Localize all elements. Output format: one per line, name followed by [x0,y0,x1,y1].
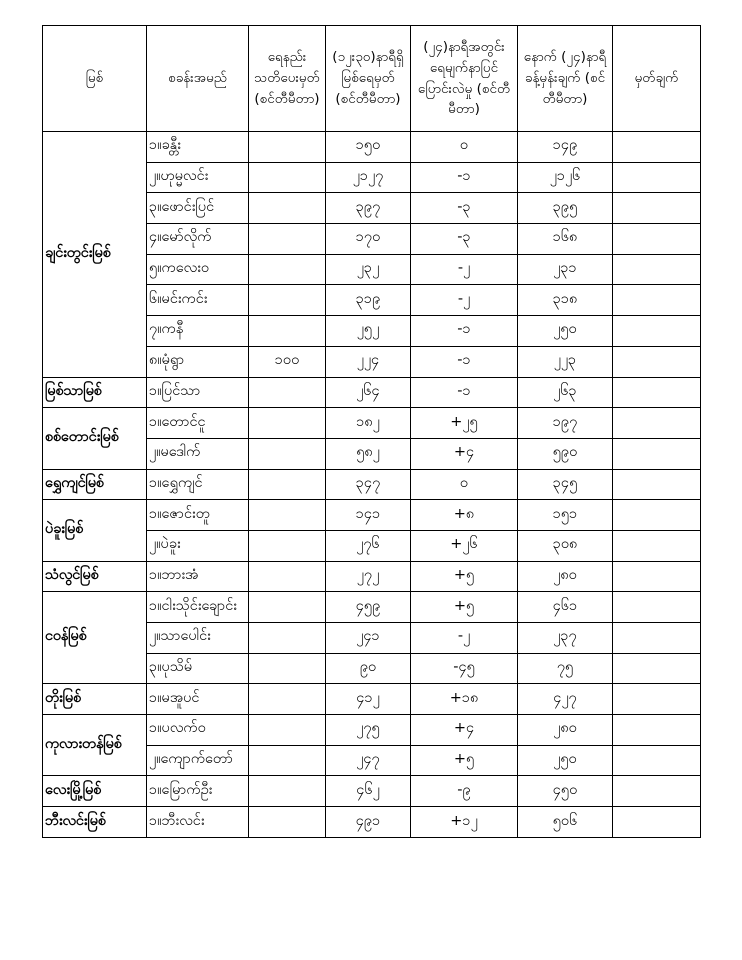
table-row [43,469,701,500]
remark-cell [613,500,701,531]
forecast-24h-cell: ၄၆၁ [518,592,613,623]
warning-level-cell [249,469,326,500]
station-name-cell: ၄။မော်လိုက် [147,224,249,255]
station-name-cell: ၃။ပုသိမ် [147,653,249,684]
water-level-cell: ၁၇၀ [326,224,411,255]
forecast-24h-cell: ၂၃၁ [518,254,613,285]
river-name-cell: ကုလားတန်မြစ် [43,715,147,776]
change-24h-cell: +၅ [411,745,518,776]
table-row [43,715,701,746]
river-name-cell: ဘီးလင်းမြစ် [43,807,147,838]
forecast-24h-cell: ၁၅၁ [518,500,613,531]
river-name-cell: ပဲခူးမြစ် [43,500,147,561]
warning-level-cell [249,132,326,163]
table-row [43,500,701,531]
remark-cell [613,715,701,746]
change-24h-cell: -၉ [411,776,518,807]
forecast-24h-cell: ၃၁၈ [518,285,613,316]
water-level-cell: ၃၉၇ [326,193,411,224]
warning-level-cell [249,776,326,807]
forecast-24h-cell: ၃၀၈ [518,530,613,561]
warning-level-cell [249,377,326,408]
river-name-cell: စစ်တောင်းမြစ် [43,408,147,469]
station-name-cell: ၁။မြောက်ဦး [147,776,249,807]
remark-cell [613,776,701,807]
warning-level-cell [249,561,326,592]
warning-level-cell [249,807,326,838]
header-row [43,26,701,132]
water-level-cell: ၃၄၇ [326,469,411,500]
change-24h-cell: -၂ [411,254,518,285]
water-level-cell: ၁၅၀ [326,132,411,163]
table-row [43,592,701,623]
forecast-24h-cell: ၂၃၇ [518,623,613,654]
station-name-cell: ၁။မအူပင် [147,684,249,715]
station-name-cell: ၂။သာပေါင်း [147,623,249,654]
warning-level-cell [249,193,326,224]
water-level-cell: ၄၅၉ [326,592,411,623]
warning-level-cell [249,592,326,623]
change-24h-cell: -၄၅ [411,653,518,684]
change-24h-cell: +၅ [411,592,518,623]
change-24h-cell: +၁၂ [411,807,518,838]
remark-cell [613,807,701,838]
station-name-cell: ၃။ဖောင်းပြင် [147,193,249,224]
forecast-24h-cell: ၂၁၂၆ [518,162,613,193]
remark-cell [613,592,701,623]
table-body [43,132,701,838]
forecast-24h-cell: ၁၄၉ [518,132,613,163]
forecast-24h-cell: ၂၅၀ [518,745,613,776]
remark-cell [613,316,701,347]
water-level-cell: ၂၄၁ [326,623,411,654]
change-24h-cell: +၂၆ [411,530,518,561]
change-24h-cell: -၁ [411,377,518,408]
remark-cell [613,745,701,776]
warning-level-cell [249,285,326,316]
table-header [43,26,701,132]
change-24h-cell: +၂၅ [411,408,518,439]
forecast-24h-cell: ၇၅ [518,653,613,684]
change-24h-cell: -၃ [411,224,518,255]
forecast-24h-cell: ၄၅၀ [518,776,613,807]
change-24h-cell: +၄ [411,438,518,469]
change-24h-cell: -၃ [411,193,518,224]
table-row [43,377,701,408]
water-level-cell: ၄၆၂ [326,776,411,807]
station-name-cell: ၁။ပလက်ဝ [147,715,249,746]
warning-level-cell [249,530,326,561]
remark-cell [613,285,701,316]
remark-cell [613,561,701,592]
water-level-cell: ၂၃၂ [326,254,411,285]
forecast-24h-cell: ၂၆၃ [518,377,613,408]
warning-level-cell: ၁၀၀ [249,346,326,377]
warning-level-cell [249,684,326,715]
station-name-cell: ၆။မင်းကင်း [147,285,249,316]
change-24h-cell: +၈ [411,500,518,531]
station-name-cell: ၂။ဟုမ္မလင်း [147,162,249,193]
river-name-cell: မြစ်သာမြစ် [43,377,147,408]
river-name-cell: ချင်းတွင်းမြစ် [43,132,147,378]
remark-cell [613,346,701,377]
forecast-24h-cell: ၂၈၀ [518,561,613,592]
remark-cell [613,438,701,469]
header-low-water-warning: ရေနည်း သတိပေးမှတ် (စင်တီမီတာ) [249,26,326,132]
change-24h-cell: ၀ [411,469,518,500]
station-name-cell: ၂။ပဲခူး [147,530,249,561]
station-name-cell: ၇။ကနီ [147,316,249,347]
water-level-cell: ၅၈၂ [326,438,411,469]
warning-level-cell [249,162,326,193]
forecast-24h-cell: ၁၆၈ [518,224,613,255]
station-name-cell: ၁။ခန္တီး [147,132,249,163]
forecast-24h-cell: ၄၂၇ [518,684,613,715]
remark-cell [613,162,701,193]
water-level-cell: ၂၇၅ [326,715,411,746]
remark-cell [613,469,701,500]
warning-level-cell [249,408,326,439]
header-station-name: စခန်းအမည် [147,26,249,132]
river-name-cell: ရွှေကျင်မြစ် [43,469,147,500]
water-level-cell: ၁၄၁ [326,500,411,531]
forecast-24h-cell: ၂၂၃ [518,346,613,377]
table-row [43,561,701,592]
remark-cell [613,224,701,255]
water-level-cell: ၉၀ [326,653,411,684]
warning-level-cell [249,316,326,347]
remark-cell [613,193,701,224]
header-remark: မှတ်ချက် [613,26,701,132]
forecast-24h-cell: ၂၈၀ [518,715,613,746]
river-name-cell: ငဝန်မြစ် [43,592,147,684]
header-24h-change: (၂၄)နာရီအတွင်း ရေမျက်နာပြင် ပြောင်းလဲမှု (စင်တီမီတာ) [411,26,518,132]
river-levels-table [42,25,701,838]
table-row [43,132,701,163]
water-level-cell: ၂၇၂ [326,561,411,592]
change-24h-cell: -၁ [411,162,518,193]
header-24h-forecast: နောက် (၂၄)နာရီ ခန့်မှန်းချက် (စင်တီမီတာ) [518,26,613,132]
warning-level-cell [249,715,326,746]
forecast-24h-cell: ၂၅၀ [518,316,613,347]
remark-cell [613,653,701,684]
remark-cell [613,684,701,715]
water-level-cell: ၁၈၂ [326,408,411,439]
change-24h-cell: ၀ [411,132,518,163]
forecast-24h-cell: ၅၀၆ [518,807,613,838]
forecast-24h-cell: ၃၉၅ [518,193,613,224]
remark-cell [613,408,701,439]
warning-level-cell [249,438,326,469]
station-name-cell: ၁။တောင်ငူ [147,408,249,439]
station-name-cell: ၂။မဒေါက် [147,438,249,469]
water-level-cell: ၄၁၂ [326,684,411,715]
water-level-cell: ၃၁၉ [326,285,411,316]
station-name-cell: ၁။ဇောင်းတူ [147,500,249,531]
table-row [43,776,701,807]
warning-level-cell [249,224,326,255]
change-24h-cell: -၁ [411,346,518,377]
water-level-cell: ၂၂၄ [326,346,411,377]
table-row [43,684,701,715]
change-24h-cell: -၁ [411,316,518,347]
water-level-cell: ၄၉၁ [326,807,411,838]
water-level-cell: ၂၇၆ [326,530,411,561]
station-name-cell: ၁။ပြင်သာ [147,377,249,408]
river-name-cell: လေးမြို့မြစ် [43,776,147,807]
remark-cell [613,132,701,163]
remark-cell [613,530,701,561]
header-river: မြစ် [43,26,147,132]
station-name-cell: ၈။မုံရွာ [147,346,249,377]
station-name-cell: ၅။ကလေးဝ [147,254,249,285]
water-level-cell: ၂၅၂ [326,316,411,347]
forecast-24h-cell: ၅၉၀ [518,438,613,469]
remark-cell [613,623,701,654]
station-name-cell: ၁။ဘီးလင်း [147,807,249,838]
remark-cell [613,254,701,285]
station-name-cell: ၂။ကျောက်တော် [147,745,249,776]
warning-level-cell [249,653,326,684]
water-level-cell: ၂၆၄ [326,377,411,408]
table-row [43,408,701,439]
forecast-24h-cell: ၁၉၇ [518,408,613,439]
water-level-cell: ၂၁၂၇ [326,162,411,193]
river-name-cell: တိုးမြစ် [43,684,147,715]
remark-cell [613,377,701,408]
header-current-level: (၁၂း၃၀)နာရီရှိ မြစ်ရေမှတ် (စင်တီမီတာ) [326,26,411,132]
change-24h-cell: +၅ [411,561,518,592]
warning-level-cell [249,623,326,654]
station-name-cell: ၁။ငါးသိုင်းချောင်း [147,592,249,623]
warning-level-cell [249,500,326,531]
station-name-cell: ၁။ရွှေကျင် [147,469,249,500]
table-row [43,807,701,838]
change-24h-cell: -၂ [411,285,518,316]
warning-level-cell [249,745,326,776]
forecast-24h-cell: ၃၄၅ [518,469,613,500]
river-name-cell: သံလွင်မြစ် [43,561,147,592]
change-24h-cell: +၁၈ [411,684,518,715]
change-24h-cell: -၂ [411,623,518,654]
water-level-cell: ၂၄၇ [326,745,411,776]
change-24h-cell: +၄ [411,715,518,746]
station-name-cell: ၁။ဘားအံ [147,561,249,592]
warning-level-cell [249,254,326,285]
